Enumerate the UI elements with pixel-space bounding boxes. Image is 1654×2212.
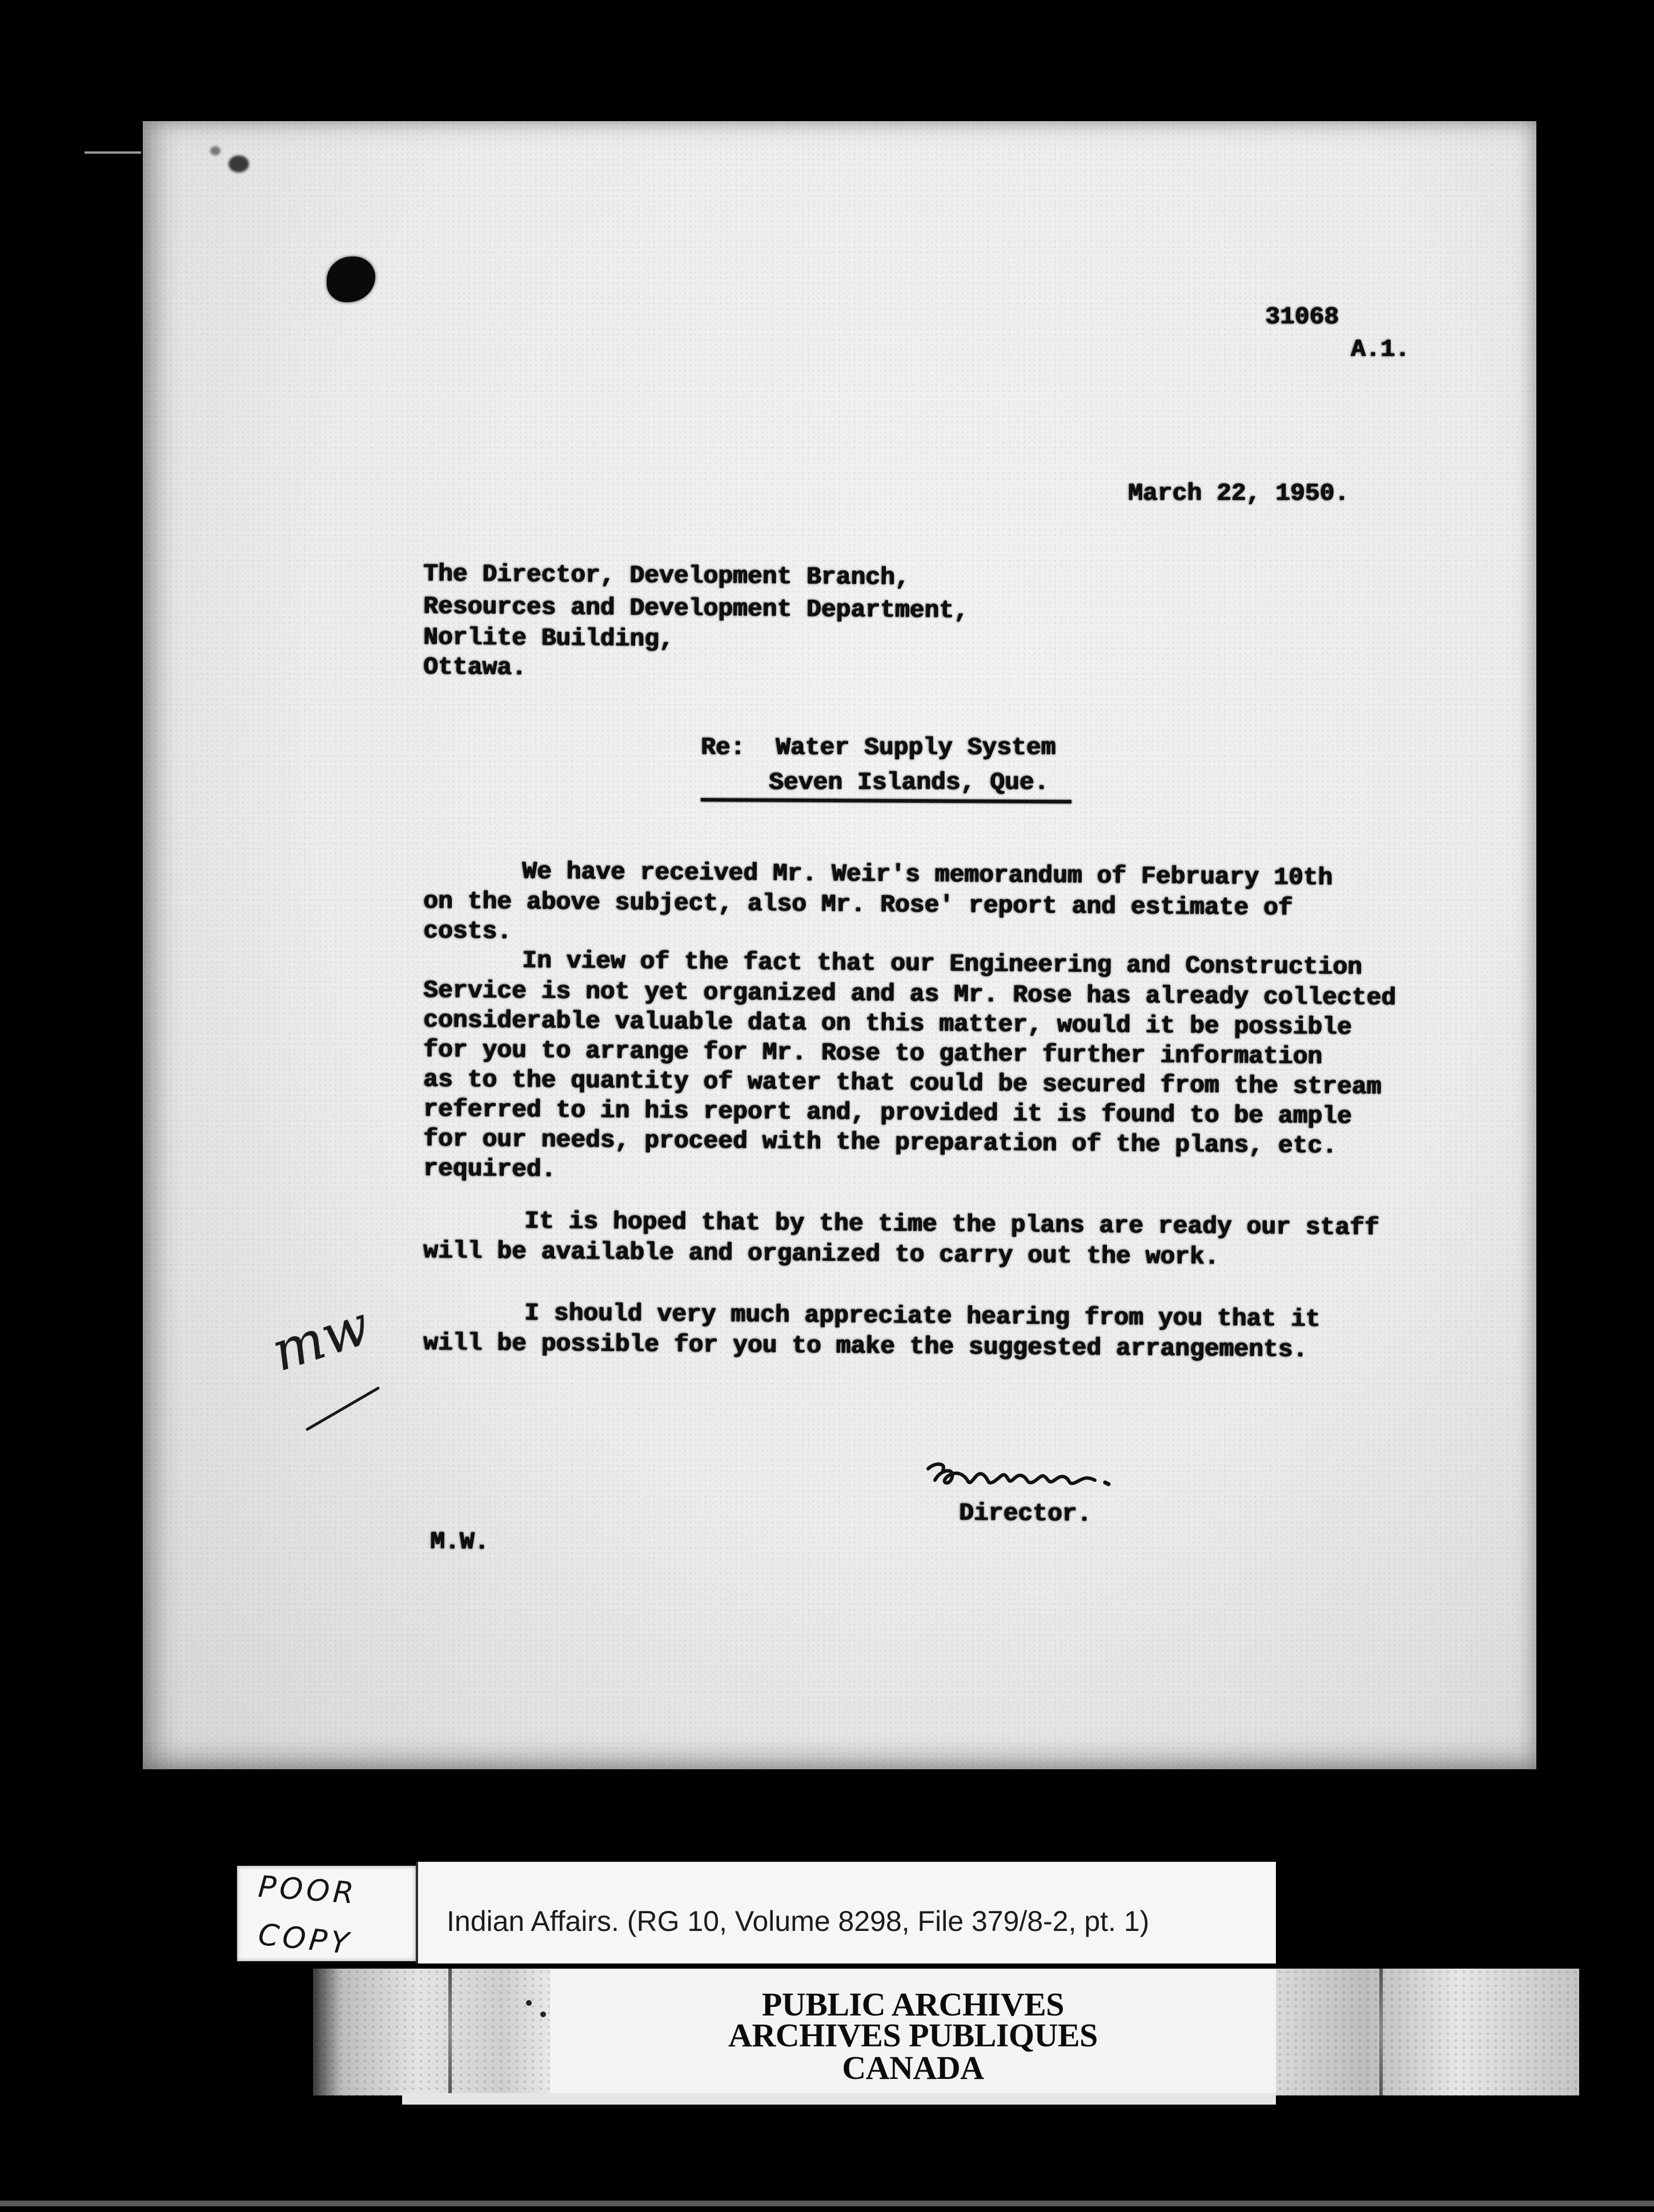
signature — [924, 1446, 1123, 1497]
tape-right — [1276, 1969, 1579, 2095]
subject-line: Seven Islands, Que. — [769, 768, 1049, 796]
letter-date: March 22, 1950. — [1128, 479, 1350, 507]
tape-dot — [540, 2011, 546, 2017]
condition-note-line: COPY — [256, 1917, 354, 1962]
body-line: on the above subject, also Mr. Rose' report and estimate of — [423, 887, 1293, 922]
film-bottom-edge — [0, 2201, 1654, 2206]
subject-prefix: Re: — [701, 734, 745, 762]
handwritten-initials: mw — [264, 1293, 378, 1384]
file-suffix: A.1. — [1351, 335, 1410, 363]
recipient-line: Resources and Development Department, — [423, 592, 969, 625]
tape-dot — [526, 2000, 532, 2006]
body-line: In view of the fact that our Engineering and Construction — [521, 947, 1362, 981]
tape-mark — [448, 1969, 452, 2095]
body-line: will be available and organized to carry out the work. — [423, 1237, 1219, 1271]
body-line: We have received Mr. Weir's memorandum of February 10th — [521, 857, 1333, 892]
subject-underline — [701, 798, 1071, 803]
citation-text: Indian Affairs. (RG 10, Volume 8298, File 379/8-2, pt. 1) — [447, 1905, 1150, 1937]
paper-stain — [210, 146, 220, 155]
body-line: considerable valuable data on this matter, would it be possible — [423, 1006, 1352, 1041]
body-line: will be possible for you to make the suggested arrangements. — [423, 1329, 1308, 1364]
recipient-line: Ottawa. — [423, 653, 527, 682]
citation-label — [416, 1862, 1276, 1963]
tape-left — [313, 1969, 550, 2095]
archive-label-strip — [313, 1969, 1579, 2095]
recipient-line: The Director, Development Branch, — [423, 560, 910, 592]
condition-note-card — [237, 1866, 416, 1961]
body-line: for our needs, proceed with the preparation of the plans, etc. — [423, 1125, 1338, 1160]
subject-line: Water Supply System — [776, 734, 1056, 762]
archive-name-line: PUBLIC ARCHIVES — [761, 1986, 1065, 2023]
file-number: 31068 — [1265, 303, 1339, 331]
initials-stroke — [303, 1382, 383, 1434]
body-line: I should very much appreciate hearing from you that it — [524, 1299, 1320, 1333]
condition-note-line: POOR — [257, 1870, 359, 1911]
tape-mark — [1379, 1969, 1383, 2095]
body-line: required. — [423, 1155, 556, 1184]
signatory-title: Director. — [958, 1499, 1092, 1528]
archive-name-line: CANADA — [842, 2049, 984, 2086]
body-line: referred to in his report and, provided it is found to be ample — [423, 1095, 1352, 1131]
body-line: costs. — [423, 917, 512, 946]
body-line: It is hoped that by the time the plans are ready our staff — [524, 1207, 1379, 1242]
recipient-line: Norlite Building, — [423, 623, 674, 654]
body-line: Service is not yet organized and as Mr. Rose has already collected — [423, 976, 1396, 1012]
body-line: as to the quantity of water that could be secured from the stream — [423, 1065, 1382, 1101]
archive-name-label — [550, 1969, 1276, 2095]
film-edge-mark — [85, 151, 141, 154]
archive-name-line: ARCHIVES PUBLIQUES — [728, 2017, 1098, 2054]
label-lower-edge — [402, 2093, 1276, 2105]
paper-stain — [228, 155, 249, 173]
typist-initials: M.W. — [429, 1528, 489, 1556]
body-line: for you to arrange for Mr. Rose to gather further information — [423, 1036, 1323, 1071]
letter-page — [143, 121, 1536, 1769]
punch-hole — [327, 257, 375, 302]
